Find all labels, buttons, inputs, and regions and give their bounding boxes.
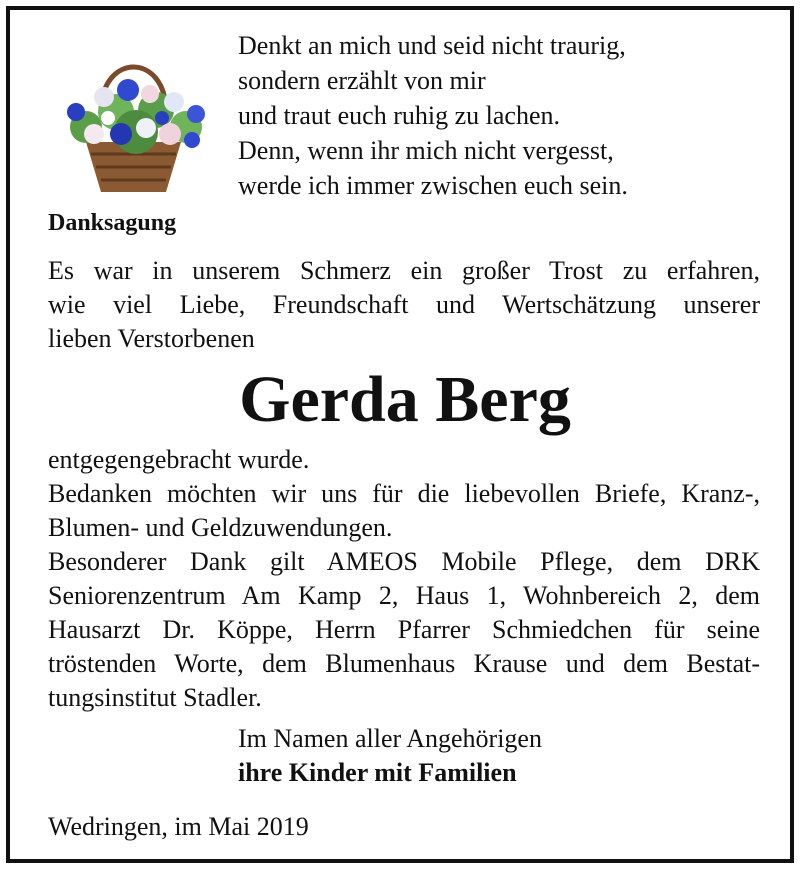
poem-line: Denkt an mich und seid nicht traurig, (238, 31, 626, 60)
intro-paragraph (48, 254, 760, 356)
body-line: Blumen- und Geldzuwendungen. (48, 513, 393, 542)
intro-line: lieben Verstorbenen (48, 324, 255, 353)
heading: Danksagung (48, 210, 177, 236)
body-paragraph (48, 443, 760, 715)
poem-line: werde ich immer zwischen euch sein. (238, 171, 628, 200)
signature-line: Im Namen aller Angehörigen (238, 724, 542, 753)
poem-line: und traut euch ruhig zu lachen. (238, 101, 560, 130)
signature (238, 722, 542, 790)
place-date: Wedringen, im Mai 2019 (48, 812, 309, 841)
intro-line: wie viel Liebe, Freundschaft und Wertschätzung unserer (48, 290, 760, 319)
body-line: Bedanken möchten wir uns für die liebevollen Briefe, Kranz-, (48, 479, 760, 508)
poem-line: sondern erzählt von mir (238, 66, 486, 95)
flower-basket-icon (46, 42, 216, 202)
deceased-name: Gerda Berg (239, 363, 571, 436)
poem-line: Denn, wenn ihr mich nicht vergesst, (238, 136, 614, 165)
signature-family: ihre Kinder mit Familien (238, 758, 517, 787)
body-line: Seniorenzentrum Am Kamp 2, Haus 1, Wohnbereich 2, dem (48, 581, 760, 610)
poem (238, 28, 628, 203)
body-line: tröstenden Worte, dem Blumenhaus Krause und dem Bestat- (48, 649, 760, 678)
body-line: Hausarzt Dr. Köppe, Herrn Pfarrer Schmiedchen für seine (48, 615, 760, 644)
body-line: Besonderer Dank gilt AMEOS Mobile Pflege, dem DRK (48, 547, 760, 576)
body-line: entgegengebracht wurde. (48, 445, 310, 474)
obituary-frame (6, 6, 794, 863)
intro-line: Es war in unserem Schmerz ein großer Trost zu erfahren, (48, 256, 760, 285)
body-line: tungsinstitut Stadler. (48, 683, 262, 712)
